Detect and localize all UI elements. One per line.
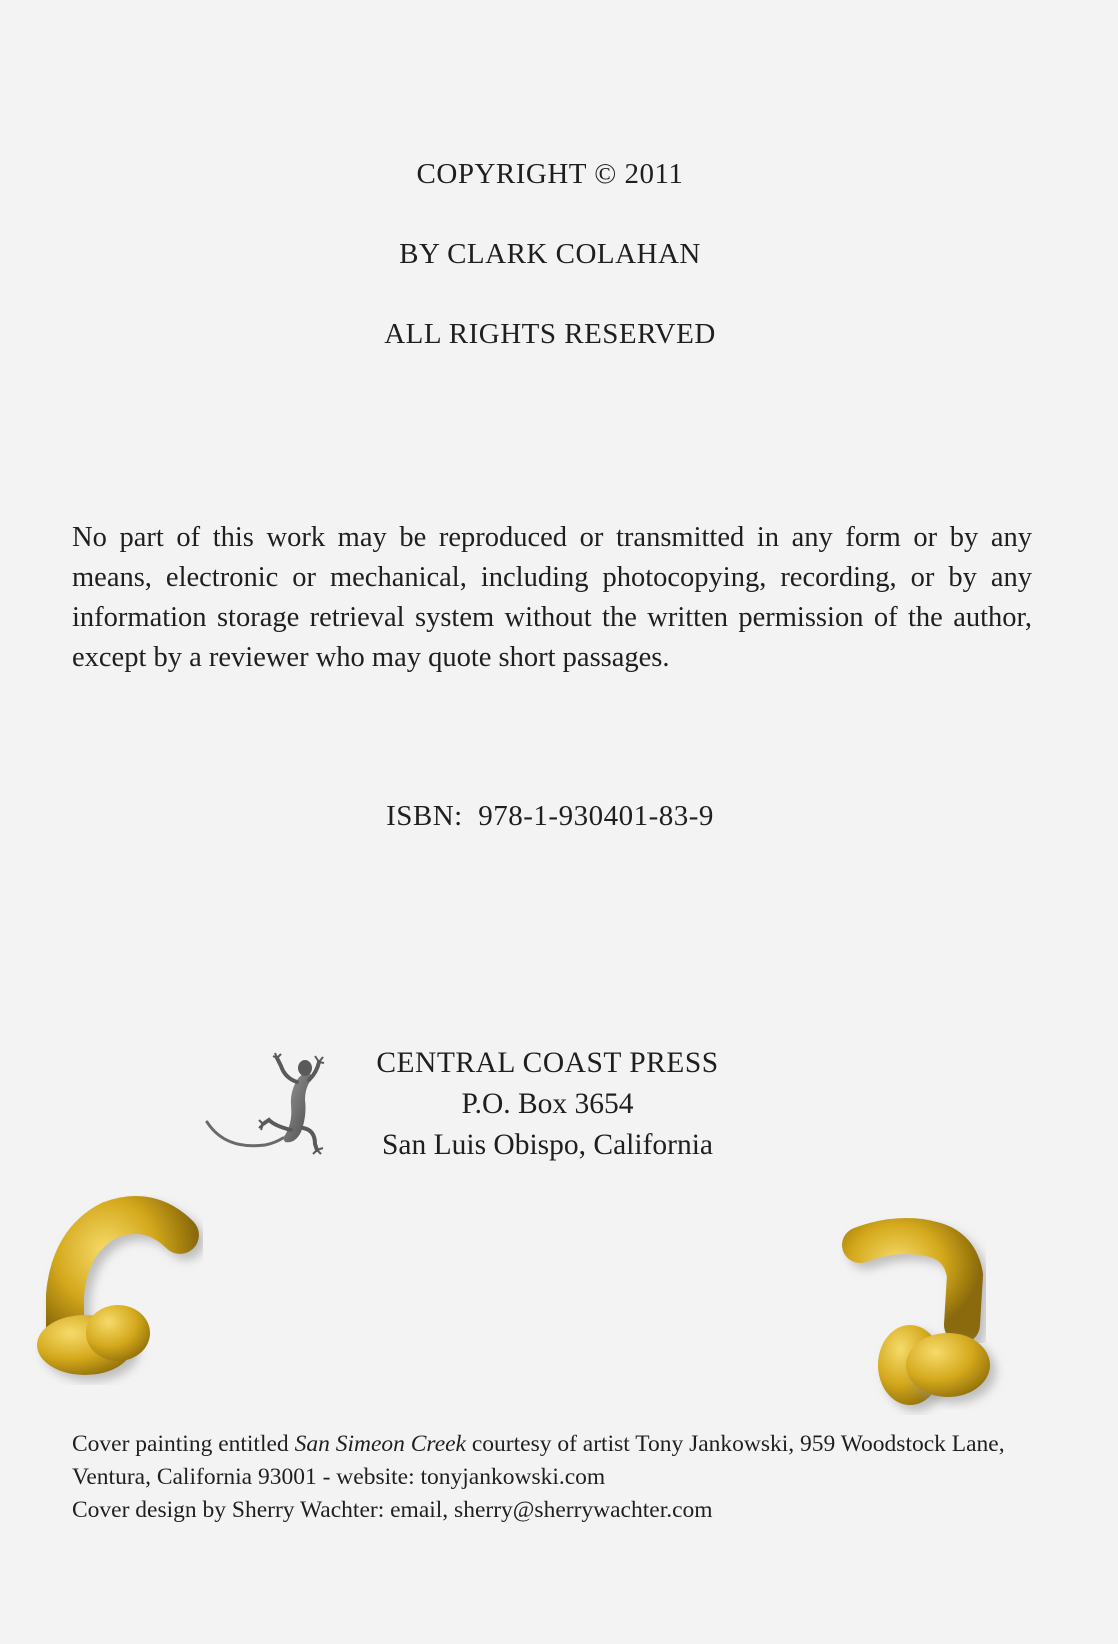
publisher-city: San Luis Obispo, California (381, 1129, 714, 1161)
publisher-name: CENTRAL COAST PRESS (376, 1047, 719, 1079)
cover-design-credit: Cover design by Sherry Wachter: email, sherry@sherrywachter.com (72, 1497, 713, 1523)
isbn-label: ISBN: (386, 800, 463, 832)
publisher-address (350, 1043, 745, 1166)
cover-painting-credit (72, 1428, 1037, 1494)
isbn-line (0, 800, 1100, 833)
gold-curl-left-icon (10, 1195, 210, 1385)
credit-prefix: Cover painting entitled (72, 1431, 295, 1457)
copyright-line: COPYRIGHT © 2011 (416, 158, 684, 190)
cover-credits (72, 1428, 1037, 1527)
rights-line: ALL RIGHTS RESERVED (384, 318, 716, 350)
author-line: BY CLARK COLAHAN (399, 238, 701, 270)
painting-title: San Simeon Creek (294, 1431, 466, 1457)
credit-suffix: courtesy of artist Tony Jankowski, 959 Woodstock Lane, Ventura, California 93001 - website: tonyjankowski.com (72, 1431, 1005, 1490)
legal-paragraph: No part of this work may be reproduced or transmitted in any form or by any means, electronic or mechanical, including photocopying, recording, or by any information storage retrieval system without the written permission of the author, except by a reviewer who may quote short passages. (72, 522, 1032, 673)
publisher-po-box: P.O. Box 3654 (461, 1088, 634, 1120)
lizard-logo-icon (205, 1050, 330, 1160)
gold-curl-right-icon (840, 1215, 1040, 1415)
isbn-value: 978-1-930401-83-9 (478, 800, 714, 832)
